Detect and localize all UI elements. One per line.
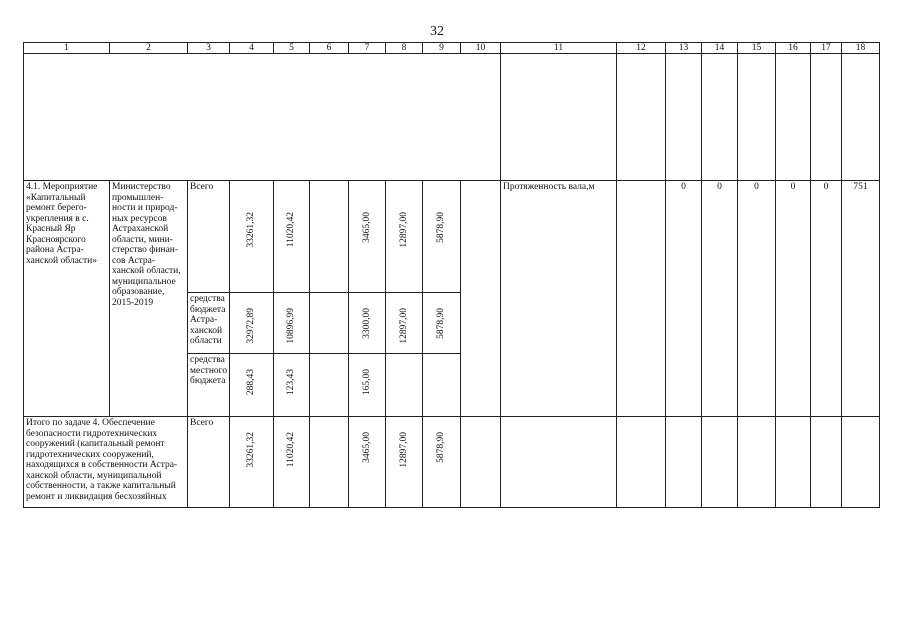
funding-source: Всего <box>188 417 230 508</box>
amount-value: 11020,42 <box>286 432 297 468</box>
task-total-name: Итого по задаче 4. Обеспечение безопасности гидротехнических сооружений (капитальный ремонт гидротехнических сооружений, находящихся в собственности Астра-ханской области, муниципальной собственности, а также капитальный ремонт и ликвидация бесхозяйных <box>24 417 188 508</box>
column-number: 6 <box>310 43 349 54</box>
empty-cell <box>666 54 702 181</box>
amount-value: 3465,00 <box>361 432 372 463</box>
amount-cell <box>423 293 461 354</box>
column-number: 13 <box>666 43 702 54</box>
column-number: 7 <box>349 43 386 54</box>
amount-cell <box>461 181 501 417</box>
amount-cell <box>310 354 349 417</box>
column-number: 4 <box>230 43 274 54</box>
empty-cell <box>776 417 811 508</box>
empty-cell <box>501 54 617 181</box>
amount-value: 123,43 <box>286 369 297 396</box>
empty-cell <box>776 54 811 181</box>
amount-cell <box>461 417 501 508</box>
program-table <box>23 42 880 508</box>
amount-value: 5878,90 <box>436 308 447 339</box>
amount-value: 12897,00 <box>398 212 409 248</box>
empty-cell <box>811 54 842 181</box>
column-number: 1 <box>24 43 110 54</box>
empty-cell <box>702 417 738 508</box>
amount-cell <box>349 181 386 293</box>
column-number: 16 <box>776 43 811 54</box>
column-number: 8 <box>386 43 423 54</box>
amount-cell <box>310 417 349 508</box>
amount-cell <box>386 417 423 508</box>
amount-cell <box>386 293 423 354</box>
amount-value: 3300,00 <box>361 308 372 339</box>
empty-cell <box>702 54 738 181</box>
amount-cell <box>349 417 386 508</box>
empty-cell <box>842 54 880 181</box>
amount-value: 5878,90 <box>436 212 447 243</box>
amount-cell <box>423 181 461 293</box>
amount-value: 10896,99 <box>286 308 297 344</box>
amount-cell <box>230 417 274 508</box>
indicator-value: 0 <box>811 181 842 417</box>
amount-cell <box>230 293 274 354</box>
funding-source: Всего <box>188 181 230 293</box>
column-number: 14 <box>702 43 738 54</box>
continued-empty-row <box>24 54 880 181</box>
amount-cell <box>274 417 310 508</box>
empty-cell <box>738 417 776 508</box>
indicator-value: 0 <box>738 181 776 417</box>
amount-value: 33261,32 <box>246 432 257 468</box>
funding-source: средства местного бюджета <box>188 354 230 417</box>
amount-cell <box>386 181 423 293</box>
amount-cell <box>423 417 461 508</box>
amount-cell <box>274 354 310 417</box>
column-number: 12 <box>617 43 666 54</box>
amount-value: 12897,00 <box>398 432 409 468</box>
column-number-row <box>24 43 880 54</box>
indicator-value: 751 <box>842 181 880 417</box>
amount-value: 12897,00 <box>398 308 409 344</box>
empty-cell <box>738 54 776 181</box>
empty-cell <box>617 417 666 508</box>
empty-cell <box>617 54 666 181</box>
column-number: 9 <box>423 43 461 54</box>
column-number: 11 <box>501 43 617 54</box>
task-total-row <box>24 417 880 508</box>
column-number: 2 <box>110 43 188 54</box>
empty-cell <box>842 417 880 508</box>
page-number: 32 <box>430 24 444 39</box>
indicator-value: 0 <box>776 181 811 417</box>
activity-name: 4.1. Мероприятие «Капитальный ремонт берего-укрепления в с. Красный Яр Красноярского района Астра-ханской области» <box>24 181 110 417</box>
funding-source: средства бюджета Астра-ханской области <box>188 293 230 354</box>
amount-cell <box>274 181 310 293</box>
indicator-cell <box>617 181 666 417</box>
column-number: 15 <box>738 43 776 54</box>
amount-value: 3465,00 <box>361 212 372 243</box>
empty-cell <box>24 54 501 181</box>
column-number: 5 <box>274 43 310 54</box>
empty-cell <box>501 417 617 508</box>
empty-cell <box>666 417 702 508</box>
indicator-value: 0 <box>666 181 702 417</box>
amount-value: 288,43 <box>246 369 257 396</box>
amount-cell <box>230 354 274 417</box>
empty-cell <box>811 417 842 508</box>
column-number: 17 <box>811 43 842 54</box>
amount-cell <box>230 181 274 293</box>
column-number: 10 <box>461 43 501 54</box>
amount-cell <box>310 181 349 293</box>
amount-cell <box>349 354 386 417</box>
indicator-name: Протяженность вала,м <box>501 181 617 417</box>
activity-executor: Министерство промышлен-ности и природ-ных ресурсов Астраханской области, мини-стерство финан-сов Астра-ханской области, муниципальное образование, 2015-2019 <box>110 181 188 417</box>
column-number: 18 <box>842 43 880 54</box>
amount-cell <box>423 354 461 417</box>
amount-cell <box>274 293 310 354</box>
amount-cell <box>310 293 349 354</box>
column-number: 3 <box>188 43 230 54</box>
activity-total-row <box>24 181 880 293</box>
amount-value: 11020,42 <box>286 212 297 248</box>
amount-value: 32972,89 <box>246 308 257 344</box>
amount-value: 33261,32 <box>246 212 257 248</box>
amount-cell <box>349 293 386 354</box>
amount-value: 5878,90 <box>436 432 447 463</box>
amount-value: 165,00 <box>361 369 372 396</box>
amount-cell <box>386 354 423 417</box>
indicator-value: 0 <box>702 181 738 417</box>
